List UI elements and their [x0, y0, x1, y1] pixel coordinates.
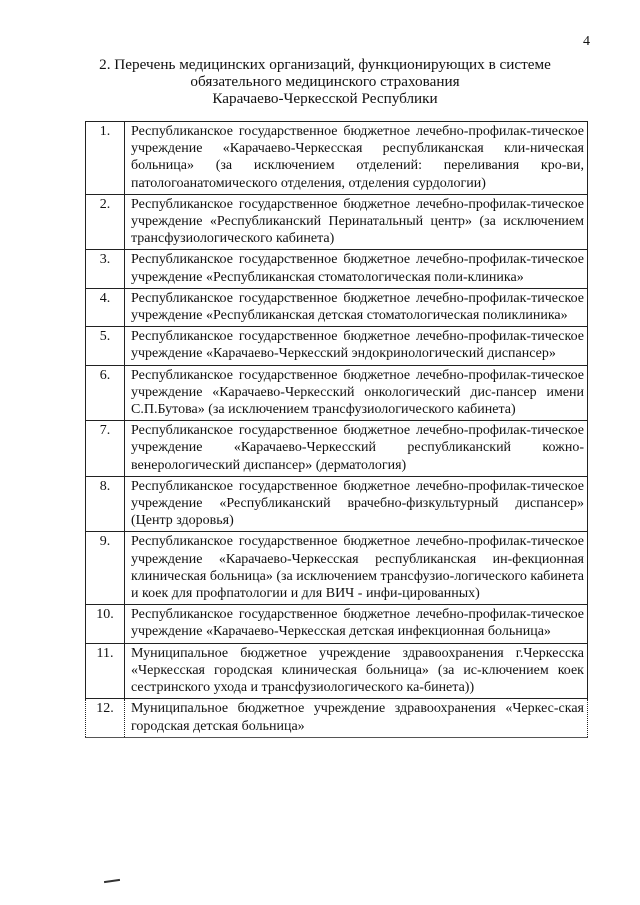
row-number: 3. — [86, 250, 125, 288]
table-row — [86, 421, 588, 477]
organization-name: Республиканское государственное бюджетное лечебно-профилак-тическое учреждение «Карачаево-Черкесская республиканская кли-ническая больница» (за исключением отделений: переливания кро-ви, патологоанатомического отделения, отделения сурдологии) — [125, 122, 588, 195]
organizations-table — [85, 121, 588, 738]
organization-name: Республиканское государственное бюджетное лечебно-профилак-тическое учреждение «Карачаево-Черкесский эндокринологический диспансер» — [125, 327, 588, 365]
heading-line-3: Карачаево-Черкесской Республики — [212, 90, 438, 107]
organization-name: Республиканское государственное бюджетное лечебно-профилак-тическое учреждение «Республиканская стоматологическая поли-клиника» — [125, 250, 588, 288]
table-row — [86, 288, 588, 326]
organization-name: Республиканское государственное бюджетное лечебно-профилак-тическое учреждение «Карачаево-Черкесский республиканский кожно-венерологический диспансер» (дерматология) — [125, 421, 588, 477]
row-number: 8. — [86, 476, 125, 532]
table-row — [86, 476, 588, 532]
table-row — [86, 122, 588, 195]
row-number: 7. — [86, 421, 125, 477]
row-number: 4. — [86, 288, 125, 326]
table-row — [86, 194, 588, 250]
heading-line-2: обязательного медицинского страхования — [190, 73, 460, 90]
row-number: 6. — [86, 365, 125, 421]
organization-name: Муниципальное бюджетное учреждение здравоохранения «Черкес-ская городская детская больница» — [125, 699, 588, 737]
organization-name: Республиканское государственное бюджетное лечебно-профилак-тическое учреждение «Республиканский врачебно-физкультурный диспансер» (Центр здоровья) — [125, 476, 588, 532]
organization-name: Муниципальное бюджетное учреждение здравоохранения г.Черкесска «Черкесская городская клиническая больница» (за ис-ключением коек сестринского ухода и трансфузиологического ка-бинета)) — [125, 643, 588, 699]
organization-name: Республиканское государственное бюджетное лечебно-профилак-тическое учреждение «Карачаево-Черкесская республиканская ин-фекционная клиническая больница» (за исключением трансфузио-логического кабинета и коек для профпатологии и для ВИЧ - инфи-цированных) — [125, 532, 588, 605]
row-number: 9. — [86, 532, 125, 605]
row-number: 5. — [86, 327, 125, 365]
row-number: 2. — [86, 194, 125, 250]
scan-mark — [104, 879, 120, 883]
organization-name: Республиканское государственное бюджетное лечебно-профилак-тическое учреждение «Республиканская детская стоматологическая поликлиника» — [125, 288, 588, 326]
table-row — [86, 643, 588, 699]
table-row — [86, 699, 588, 737]
row-number: 1. — [86, 122, 125, 195]
table-row — [86, 605, 588, 643]
table-row — [86, 250, 588, 288]
organization-name: Республиканское государственное бюджетное лечебно-профилак-тическое учреждение «Республиканский Перинатальный центр» (за исключением трансфузиологического кабинета) — [125, 194, 588, 250]
document-heading — [90, 56, 560, 107]
row-number: 10. — [86, 605, 125, 643]
organization-name: Республиканское государственное бюджетное лечебно-профилак-тическое учреждение «Карачаево-Черкесская детская инфекционная больница» — [125, 605, 588, 643]
table-row — [86, 365, 588, 421]
page-number: 4 — [583, 34, 590, 49]
table-row — [86, 327, 588, 365]
organization-name: Республиканское государственное бюджетное лечебно-профилак-тическое учреждение «Карачаево-Черкесский онкологический дис-пансер имени С.П.Бутова» (за исключением трансфузиологического кабинета) — [125, 365, 588, 421]
row-number: 12. — [86, 699, 125, 737]
heading-line-1: 2. Перечень медицинских организаций, функционирующих в системе — [99, 56, 551, 73]
row-number: 11. — [86, 643, 125, 699]
table-row — [86, 532, 588, 605]
